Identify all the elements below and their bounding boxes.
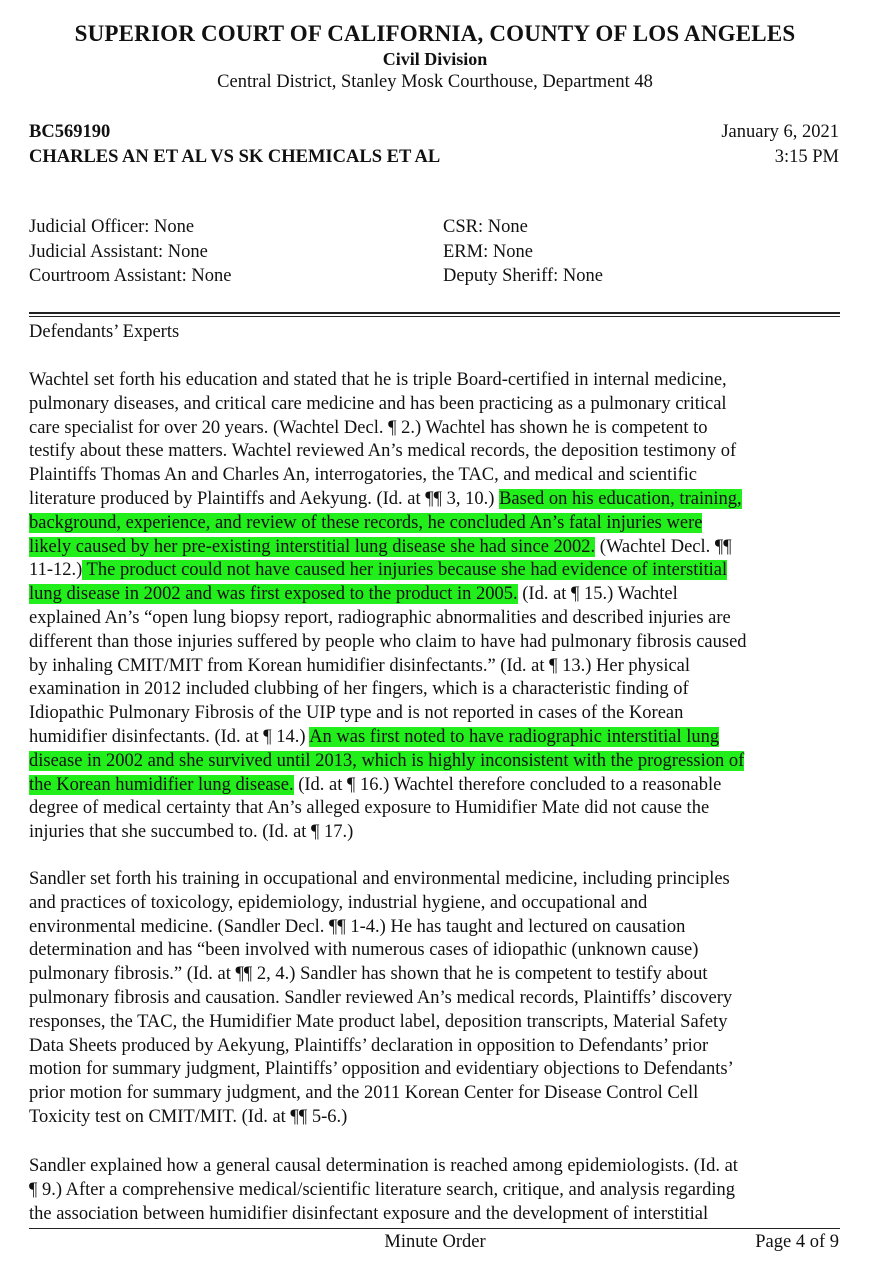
csr: CSR: None [443,217,528,237]
erm: ERM: None [443,241,533,262]
text-line: care specialist for over 20 years. (Wachtel Decl. ¶ 2.) Wachtel has shown he is competent to [29,417,708,438]
case-number: BC569190 [29,122,111,142]
case-title: CHARLES AN ET AL VS SK CHEMICALS ET AL [29,147,441,167]
section-title: Defendants’ Experts [29,322,180,342]
highlight: background, experience, and review of these records, he concluded An’s fatal injuries were [29,512,703,533]
text-line: Data Sheets produced by Aekyung, Plaintiffs’ declaration in opposition to Defendants’ prior [29,1035,709,1056]
text-line [29,750,841,774]
highlight: The product could not have caused her injuries because she had evidence of interstitial [82,560,728,581]
text-line: Toxicity test on CMIT/MIT. (Id. at ¶¶ 5-6.) [29,1106,348,1127]
text-line: likely caused by her pre-existing interstitial lung disease she had since 2002. (Wachtel Decl. ¶¶ [29,536,732,557]
text-line: pulmonary fibrosis and causation. Sandler reviewed An’s medical records, Plaintiffs’ discovery [29,987,733,1008]
paragraph-sandler [29,868,841,1130]
text-line: by inhaling CMIT/MIT from Korean humidifier disinfectants.” (Id. at ¶ 13.) Her physical [29,655,691,676]
text-line: Wachtel set forth his education and stated that he is triple Board-certified in internal medicine, [29,370,727,390]
text-line: Sandler set forth his training in occupational and environmental medicine, including principles [29,869,730,889]
text-line: 11-12.) The product could not have caused her injuries because she had evidence of interstitial [29,560,728,581]
case-info [29,120,839,170]
text-line: different than those injuries suffered by people who claim to have had pulmonary fibrosis caused [29,631,747,652]
text-line: explained An’s “open lung biopsy report, radiographic abnormalities and described injuries are [29,607,731,628]
header-divider [29,312,840,314]
text-line: ¶ 9.) After a comprehensive medical/scientific literature search, critique, and analysis regarding [29,1179,735,1200]
text-line: the association between humidifier disinfectant exposure and the development of interstitial [29,1203,709,1224]
highlight: lung disease in 2002 and was first exposed to the product in 2005. [29,584,518,605]
court-header [0,20,870,94]
text-line: examination in 2012 included clubbing of her fingers, which is a characteristic finding of [29,679,689,700]
court-division: Civil Division [382,49,488,69]
court-district: Central District, Stanley Mosk Courthouse, Department 48 [217,72,653,92]
text-line: pulmonary fibrosis.” (Id. at ¶¶ 2, 4.) Sandler has shown that he is competent to testify about [29,964,708,985]
paragraph-wachtel [29,369,841,845]
text-line: determination and has “been involved with numerous cases of idiopathic (unknown cause) [29,940,699,961]
text-line: literature produced by Plaintiffs and Aekyung. (Id. at ¶¶ 3, 10.) Based on his education, training, [29,488,742,509]
paragraph-sandler-causation [29,1155,841,1226]
text-line: motion for summary judgment, Plaintiffs’ opposition and evidentiary objections to Defendants’ [29,1059,734,1080]
text-line: testify about these matters. Wachtel reviewed An’s medical records, the deposition testimony of [29,441,737,462]
case-block [29,120,839,170]
case-date: January 6, 2021 [721,122,839,142]
text-line: Idiopathic Pulmonary Fibrosis of the UIP type and is not reported in cases of the Korean [29,703,684,724]
text-line: degree of medical certainty that An’s alleged exposure to Humidifier Mate did not cause the [29,798,710,819]
judicial-assistant: Judicial Assistant: None [29,241,208,262]
text-line [29,512,841,536]
text-line: the Korean humidifier lung disease. (Id. at ¶ 16.) Wachtel therefore concluded to a reasonable [29,774,722,795]
judicial-officer: Judicial Officer: None [29,217,195,237]
highlight: the Korean humidifier lung disease. [29,774,294,795]
text-line: prior motion for summary judgment, and the 2011 Korean Center for Disease Control Cell [29,1083,699,1104]
text-line: Plaintiffs Thomas An and Charles An, interrogatories, the TAC, and medical and scientific [29,465,697,486]
page-number: Page 4 of 9 [755,1232,839,1252]
highlight: Based on his education, training, [499,488,742,509]
text-line: humidifier disinfectants. (Id. at ¶ 14.) An was first noted to have radiographic interstitial lung [29,726,720,747]
text-line: Sandler explained how a general causal determination is reached among epidemiologists. (Id. at [29,1156,738,1176]
highlight: disease in 2002 and she survived until 2013, which is highly inconsistent with the progression of [29,750,745,771]
text-line: injuries that she succumbed to. (Id. at ¶ 17.) [29,822,354,843]
text-line: responses, the TAC, the Humidifier Mate product label, deposition transcripts, Material Safety [29,1011,728,1032]
court-title: SUPERIOR COURT OF CALIFORNIA, COUNTY OF LOS ANGELES [74,21,796,46]
text-line: environmental medicine. (Sandler Decl. ¶¶ 1-4.) He has taught and lectured on causation [29,916,686,937]
case-time: 3:15 PM [774,147,839,167]
footer-title: Minute Order [384,1232,486,1252]
footer-divider [29,1228,840,1229]
text-line: pulmonary diseases, and critical care medicine and has been practicing as a pulmonary critical [29,393,727,414]
case-datetime [721,120,839,170]
courtroom-assistant: Courtroom Assistant: None [29,266,232,286]
officers-right [443,215,603,289]
deputy-sheriff: Deputy Sheriff: None [443,266,603,286]
header-divider-thin [29,316,840,317]
highlight: An was first noted to have radiographic interstitial lung [309,726,720,747]
text-line: and practices of toxicology, epidemiology, industrial hygiene, and occupational and [29,892,648,913]
text-line: lung disease in 2002 and was first exposed to the product in 2005. (Id. at ¶ 15.) Wachtel [29,584,678,605]
highlight: likely caused by her pre-existing interstitial lung disease she had since 2002. [29,536,596,557]
officers-left [29,215,231,289]
